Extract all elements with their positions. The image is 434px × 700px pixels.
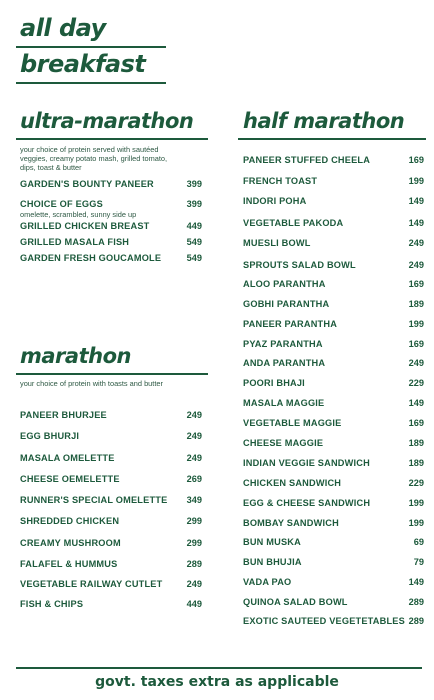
menu-item-name: CHOICE OF EGGS [20,199,103,209]
menu-item [20,538,202,552]
menu-item-price: 249 [186,453,202,463]
menu-item [243,478,424,492]
menu-item-price: 229 [408,378,424,388]
menu-item-name: QUINOA SALAD BOWL [243,597,348,607]
menu-item-price: 189 [408,458,424,468]
menu-item-name: PANEER PARANTHA [243,319,338,329]
menu-item [20,253,202,267]
menu-item-price: 79 [413,557,424,567]
menu-item-name: CHEESE MAGGIE [243,438,324,448]
menu-item [243,238,424,252]
marathon-description: your choice of protein with toasts and butter [20,379,163,388]
menu-item-price: 189 [408,438,424,448]
menu-item-name: CREAMY MUSHROOM [20,538,121,548]
menu-item-price: 169 [408,155,424,165]
menu-item-price: 289 [186,559,202,569]
menu-item-name: MASALA OMELETTE [20,453,115,463]
menu-item [20,237,202,251]
menu-item-price: 199 [408,176,424,186]
menu-item-name: INDORI POHA [243,196,307,206]
menu-item-price: 249 [186,579,202,589]
menu-item [243,299,424,313]
menu-item [20,495,202,509]
menu-item [20,431,202,445]
menu-item-price: 149 [408,196,424,206]
menu-item-price: 149 [408,218,424,228]
ultra-marathon-description: your choice of protein served with sautéed veggies, creamy potato mash, grilled tomato, dips, toast & butter [20,145,168,172]
menu-item-name: BUN BHUJIA [243,557,302,567]
menu-item-name: GARDEN'S BOUNTY PANEER [20,179,154,189]
header-title-line1: all day [20,14,106,42]
menu-item-price: 69 [413,537,424,547]
menu-item [243,537,424,551]
menu-item [243,378,424,392]
menu-item-name: VEGETABLE RAILWAY CUTLET [20,579,163,589]
menu-item [243,518,424,532]
menu-item-name: MUESLI BOWL [243,238,311,248]
menu-item-name: FALAFEL & HUMMUS [20,559,118,569]
menu-item [243,557,424,571]
menu-item-name: FRENCH TOAST [243,176,318,186]
menu-item-price: 199 [408,518,424,528]
menu-item [243,438,424,452]
menu-item [243,218,424,232]
menu-item [243,155,424,169]
header-underline-1 [16,46,166,48]
menu-item-name: EGG & CHEESE SANDWICH [243,498,371,508]
menu-item [243,418,424,432]
ultra-marathon-title: ultra-marathon [20,109,194,133]
menu-item-name: VEGETABLE MAGGIE [243,418,342,428]
menu-item-price: 189 [408,299,424,309]
menu-item-price: 289 [408,616,424,626]
menu-item-name: PANEER STUFFED CHEELA [243,155,371,165]
header-title-line2: breakfast [20,50,146,78]
menu-item-price: 349 [186,495,202,505]
menu-item [243,498,424,512]
menu-item-name: GRILLED MASALA FISH [20,237,130,247]
menu-item [243,398,424,412]
menu-item-name: GRILLED CHICKEN BREAST [20,221,150,231]
menu-item [243,458,424,472]
menu-item-price: 249 [408,358,424,368]
menu-item-name: EXOTIC SAUTEED VEGETETABLES [243,616,405,626]
marathon-underline [16,373,208,375]
menu-item [243,260,424,274]
menu-item-name: RUNNER'S SPECIAL OMELETTE [20,495,168,505]
menu-item [20,179,202,193]
menu-item-price: 149 [408,577,424,587]
half-marathon-title: half marathon [243,109,405,133]
menu-item-price: 199 [408,498,424,508]
menu-item-price: 249 [408,260,424,270]
menu-item-price: 289 [408,597,424,607]
menu-item-name: ALOO PARANTHA [243,279,326,289]
menu-item-price: 269 [186,474,202,484]
menu-item-name: BOMBAY SANDWICH [243,518,339,528]
menu-item [20,410,202,424]
menu-item [20,474,202,488]
menu-item-price: 399 [186,199,202,209]
menu-item-name: CHICKEN SANDWICH [243,478,342,488]
menu-item-price: 169 [408,418,424,428]
menu-item [243,577,424,591]
menu-item-name: INDIAN VEGGIE SANDWICH [243,458,370,468]
menu-item-name: FISH & CHIPS [20,599,84,609]
menu-item-subtext: omelette, scrambled, sunny side up [20,210,137,219]
menu-item [20,221,202,235]
footer-note: govt. taxes extra as applicable [95,674,339,690]
menu-item [20,453,202,467]
menu-item-name: POORI BHAJI [243,378,305,388]
menu-item-price: 249 [186,431,202,441]
half-marathon-underline [238,138,426,140]
menu-item-name: GARDEN FRESH GOUCAMOLE [20,253,162,263]
menu-item [243,279,424,293]
menu-item [20,579,202,593]
ultra-marathon-underline [16,138,208,140]
menu-item-price: 449 [186,599,202,609]
menu-item-name: GOBHI PARANTHA [243,299,330,309]
menu-item-name: MASALA MAGGIE [243,398,325,408]
menu-item-name: EGG BHURJI [20,431,80,441]
menu-item-price: 299 [186,538,202,548]
header-underline-2 [16,82,166,84]
menu-item-name: PYAZ PARANTHA [243,339,323,349]
menu-item-price: 169 [408,339,424,349]
menu-item-name: SHREDDED CHICKEN [20,516,120,526]
menu-item-name: SPROUTS SALAD BOWL [243,260,356,270]
menu-item-price: 149 [408,398,424,408]
menu-item-price: 199 [408,319,424,329]
menu-item [243,176,424,190]
menu-item [243,358,424,372]
menu-item-price: 299 [186,516,202,526]
menu-item [20,599,202,613]
menu-item [243,597,424,611]
menu-item-name: VEGETABLE PAKODA [243,218,344,228]
menu-item [243,319,424,333]
marathon-title: marathon [20,344,131,368]
menu-item-price: 249 [408,238,424,248]
menu-item [243,196,424,210]
menu-item-price: 549 [186,237,202,247]
menu-item-name: CHEESE OEMELETTE [20,474,120,484]
menu-item-name: PANEER BHURJEE [20,410,107,420]
menu-item [243,616,424,630]
menu-item-name: BUN MUSKA [243,537,301,547]
menu-item-price: 549 [186,253,202,263]
menu-item-name: VADA PAO [243,577,292,587]
menu-item-price: 229 [408,478,424,488]
menu-item [20,516,202,530]
menu-item-price: 169 [408,279,424,289]
menu-item [20,559,202,573]
menu-item-price: 449 [186,221,202,231]
menu-item-price: 249 [186,410,202,420]
menu-item-name: ANDA PARANTHA [243,358,326,368]
menu-item [243,339,424,353]
footer-divider [16,667,422,669]
menu-item-price: 399 [186,179,202,189]
